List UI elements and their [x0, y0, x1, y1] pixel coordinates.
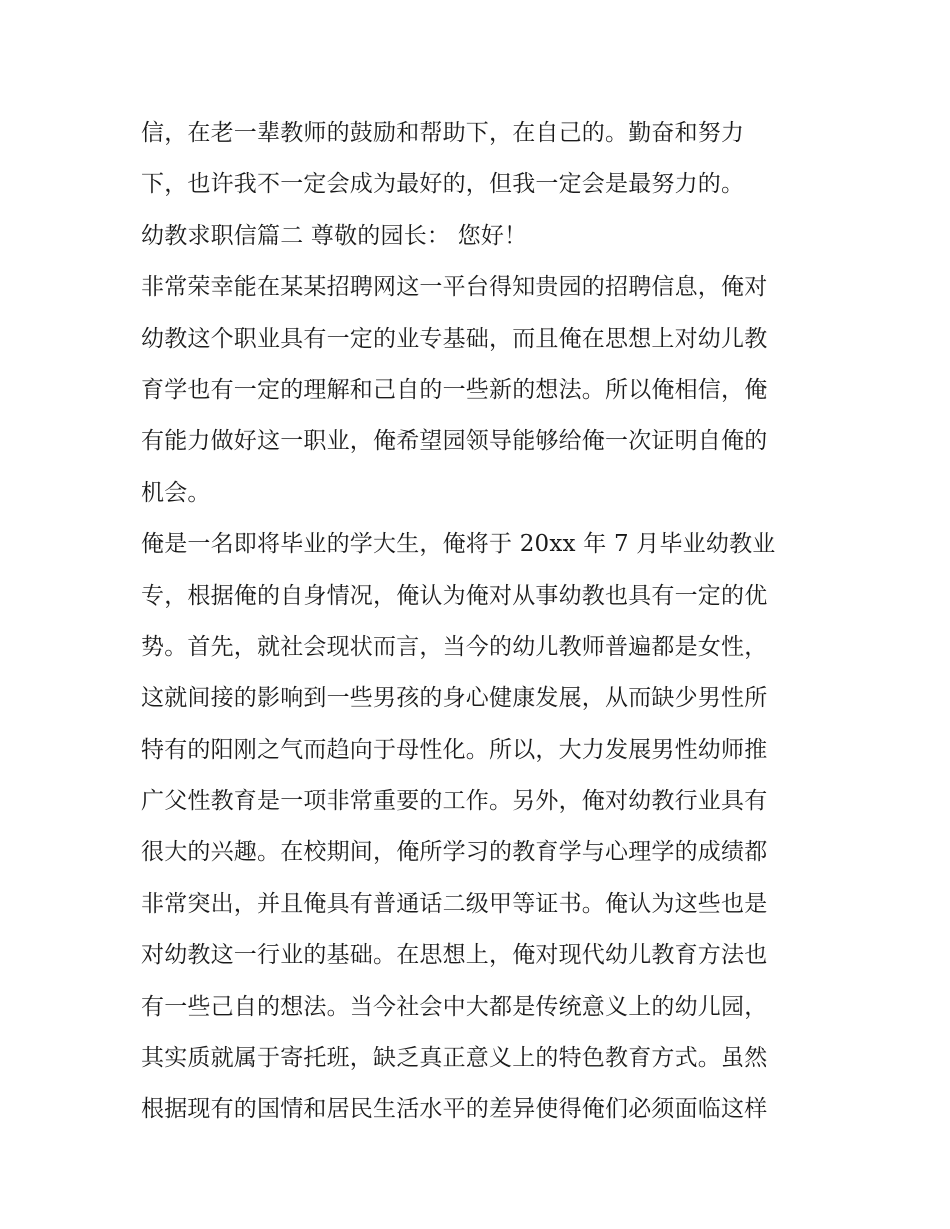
- text-line: 其实质就属于寄托班，缺乏真正意义上的特色教育方式。虽然: [141, 1045, 768, 1072]
- text-line: 有一些己自的想法。当今社会中大都是传统意义上的幼儿园，: [141, 993, 768, 1020]
- section-heading-line: 幼教求职信篇二 尊敬的园长： 您好！: [141, 222, 528, 249]
- text-line: 有能力做好这一职业，俺希望园领导能够给俺一次证明自俺的: [141, 428, 768, 455]
- text-line: 机会。: [141, 479, 211, 506]
- text-line: 专，根据俺的自身情况，俺认为俺对从事幼教也具有一定的优: [141, 582, 768, 609]
- text-line: 根据现有的国情和居民生活水平的差异使得俺们必须面临这样: [141, 1096, 768, 1123]
- body-text: [141, 108, 813, 1136]
- text-line: 对幼教这一行业的基础。在思想上，俺对现代幼儿教育方法也: [141, 942, 768, 969]
- text-line: 势。首先，就社会现状而言，当今的幼儿教师普遍都是女性，: [141, 633, 768, 660]
- text-line: 下，也许我不一定会成为最好的，但我一定会是最努力的。: [141, 171, 745, 198]
- text-line: 很大的兴趣。在校期间，俺所学习的教育学与心理学的成绩都: [141, 839, 768, 866]
- text-line: 育学也有一定的理解和己自的一些新的想法。所以俺相信，俺: [141, 376, 768, 403]
- text-line: 幼教这个职业具有一定的业专基础，而且俺在思想上对幼儿教: [141, 325, 768, 352]
- text-line: 这就间接的影响到一些男孩的身心健康发展，从而缺少男性所: [141, 685, 768, 712]
- text-line: 信，在老一辈教师的鼓励和帮助下，在自己的。勤奋和努力: [141, 120, 745, 146]
- text-line: 广父性教育是一项非常重要的工作。另外，俺对幼教行业具有: [141, 788, 768, 815]
- text-line: 非常荣幸能在某某招聘网这一平台得知贵园的招聘信息，俺对: [141, 274, 768, 301]
- text-line: 非常突出，并且俺具有普通话二级甲等证书。俺认为这些也是: [141, 890, 768, 917]
- text-line: 俺是一名即将毕业的学大生，俺将于 20xx 年 7 月毕业幼教业: [141, 531, 776, 558]
- text-line: 特有的阳刚之气而趋向于母性化。所以，大力发展男性幼师推: [141, 736, 768, 763]
